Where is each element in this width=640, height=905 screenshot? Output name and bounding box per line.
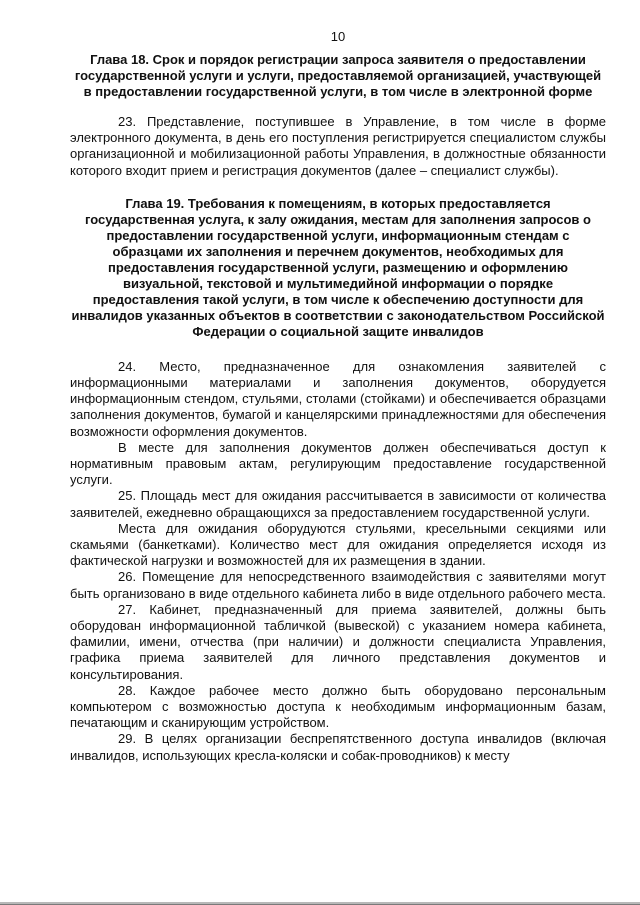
- chapter-19: [70, 196, 606, 764]
- paragraph-28: 28. Каждое рабочее место должно быть оборудовано персональным компьютером с возможностью доступа к необходимым информационным базам, печатающим и сканирующим устройством.: [70, 682, 606, 731]
- chapter-18-heading: Глава 18. Срок и порядок регистрации запроса заявителя о предоставлении государственной услуги и услуги, предоставляемой организацией, участвующей в предоставлении государственной услуги, в том числе в электронной форме: [74, 52, 602, 99]
- chapter-19-heading: Глава 19. Требования к помещениям, в которых предоставляется государственная услуга, к залу ожидания, местам для заполнения запросов о предоставлении государственной услуги, информационным стендам с образцами их заполнения и перечнем документов, необходимых для предоставления государственной услуги, размещению и оформлению визуальной, текстовой и мультимедийной информации о порядке предоставления такой услуги, в том числе к обеспечению доступности для инвалидов указанных объектов в соответствии с законодательством Российской Федерации о социальной защите инвалидов: [71, 195, 605, 339]
- paragraph-25: 25. Площадь мест для ожидания рассчитывается в зависимости от количества заявителей, ежедневно обращающихся за предоставлением государственной услуги.: [70, 488, 606, 520]
- paragraph-26: 26. Помещение для непосредственного взаимодействия с заявителями могут быть организовано в виде отдельного кабинета либо в виде отдельного рабочего места.: [70, 569, 606, 601]
- paragraph-27: 27. Кабинет, предназначенный для приема заявителей, должны быть оборудован информационной табличкой (вывеской) с указанием номера кабинета, фамилии, имени, отчества (при наличии) и должности специалиста Управления, графика приема заявителей для личного представления документов и консультирования.: [70, 601, 606, 682]
- paragraph-23: 23. Представление, поступившее в Управление, в том числе в форме электронного документа, в день его поступления регистрируется специалистом службы организационной и мобилизационной работы Управления, в должностные обязанности которого входит прием и регистрация документов (далее – специалист службы).: [70, 114, 606, 178]
- page-number: 10: [330, 29, 346, 44]
- chapter-18: [70, 52, 606, 179]
- paragraph-29: 29. В целях организации беспрепятственного доступа инвалидов (включая инвалидов, использующих кресла-коляски и собак-проводников) к месту: [70, 731, 606, 763]
- paragraph-24: 24. Место, предназначенное для ознакомления заявителей с информационными материалами и заполнения документов, оборудуется информационным стендом, стульями, столами (стойками) и обеспечивается образцами заполнения документов, бумагой и канцелярскими принадлежностями для обеспечения возможности оформления документов.: [70, 358, 606, 439]
- paragraph-25-continued: Места для ожидания оборудуются стульями, кресельными секциями или скамьями (банкетками). Количество мест для ожидания определяется исходя из фактической нагрузки и возможностей для их размещения в здании.: [70, 520, 606, 569]
- paragraph-24-continued: В месте для заполнения документов должен обеспечиваться доступ к нормативным правовым актам, регулирующим предоставление государственной услуги.: [70, 439, 606, 488]
